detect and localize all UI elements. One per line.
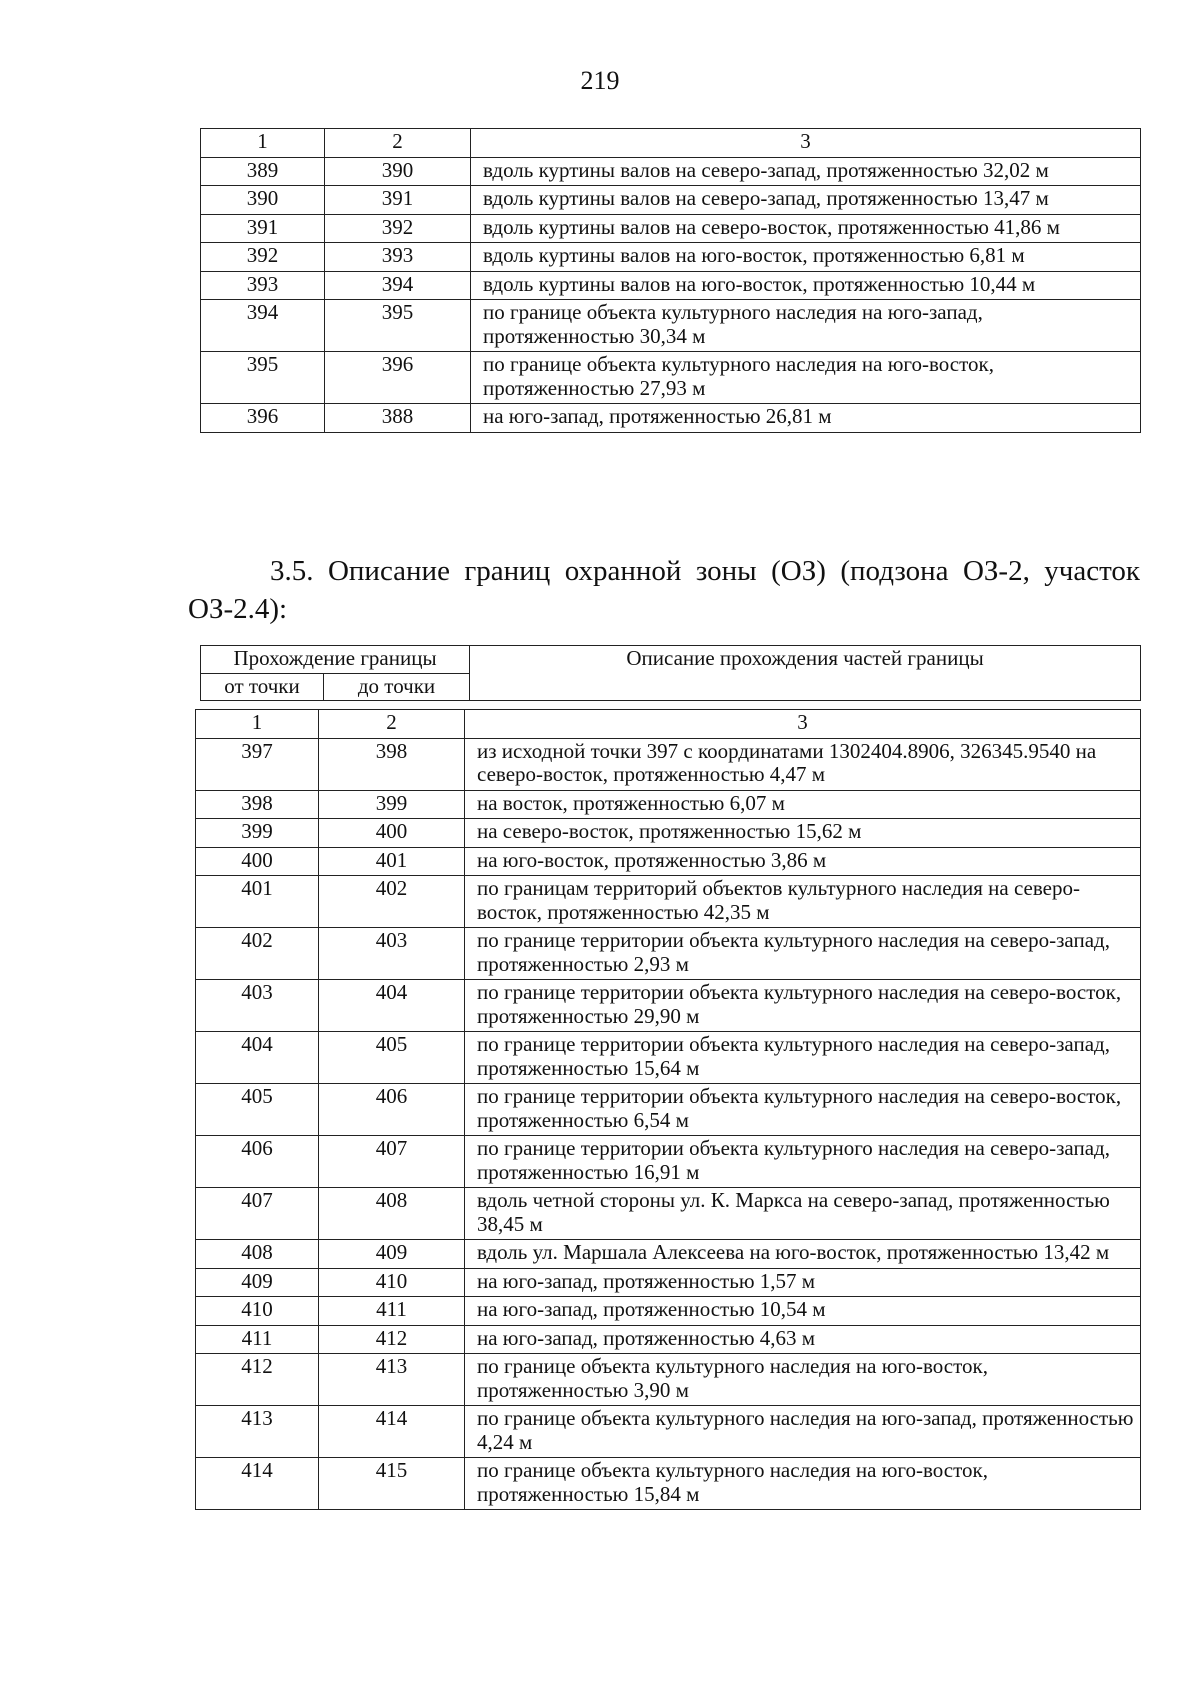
table-row [196,738,1141,790]
table-row [196,790,1141,819]
table-row [196,1240,1141,1269]
from-point-cell: 409 [196,1268,319,1297]
description-cell: по границе объекта культурного наследия на юго-восток, протяженностью 15,84 м [465,1458,1141,1510]
boundary-table [195,709,1141,1510]
description-cell: вдоль ул. Маршала Алексеева на юго-восток, протяженностью 13,42 м [465,1240,1141,1269]
to-point-cell: 391 [325,186,471,215]
from-point-cell: 389 [201,157,325,186]
table-row [196,1188,1141,1240]
from-point-cell: 403 [196,980,319,1032]
column-number-2: 2 [325,129,471,158]
description-cell: по границе объекта культурного наследия на юго-запад, протяженностью 4,24 м [465,1406,1141,1458]
to-point-cell: 399 [319,790,465,819]
to-point-cell: 403 [319,928,465,980]
from-point-cell: 394 [201,300,325,352]
from-point-cell: 408 [196,1240,319,1269]
table-row [196,1136,1141,1188]
to-point-cell: 414 [319,1406,465,1458]
section-heading-text: 3.5. Описание границ охранной зоны (ОЗ) (подзона ОЗ-2, участок ОЗ-2.4): [188,555,1140,625]
table-row [196,1032,1141,1084]
description-cell: по границе объекта культурного наследия на юго-восток, протяженностью 3,90 м [465,1354,1141,1406]
table-row [201,404,1141,433]
description-cell: на юго-запад, протяженностью 1,57 м [465,1268,1141,1297]
table-row [196,1297,1141,1326]
from-point-cell: 406 [196,1136,319,1188]
description-cell: вдоль куртины валов на юго-восток, протяженностью 6,81 м [471,243,1141,272]
table-row [196,1084,1141,1136]
boundary-table-body [196,710,1141,1510]
to-point-cell: 398 [319,738,465,790]
from-point-cell: 414 [196,1458,319,1510]
to-point-cell: 412 [319,1325,465,1354]
table-row [196,847,1141,876]
header-passage: Прохождение границы [201,646,470,674]
table-row [196,1268,1141,1297]
from-point-cell: 413 [196,1406,319,1458]
boundary-table-header [200,645,1141,701]
from-point-cell: 398 [196,790,319,819]
table-row [196,876,1141,928]
section-heading [188,553,1140,628]
to-point-cell: 404 [319,980,465,1032]
description-cell: вдоль куртины валов на северо-запад, протяженностью 32,02 м [471,157,1141,186]
description-cell: по границе территории объекта культурного наследия на северо-запад, протяженностью 16,91 м [465,1136,1141,1188]
description-cell: на северо-восток, протяженностью 15,62 м [465,819,1141,848]
description-cell: на юго-запад, протяженностью 10,54 м [465,1297,1141,1326]
description-cell: на восток, протяженностью 6,07 м [465,790,1141,819]
from-point-cell: 400 [196,847,319,876]
from-point-cell: 404 [196,1032,319,1084]
column-number-1: 1 [196,710,319,739]
table-row [201,214,1141,243]
to-point-cell: 392 [325,214,471,243]
description-cell: по границе объекта культурного наследия на юго-восток, протяженностью 27,93 м [471,352,1141,404]
from-point-cell: 407 [196,1188,319,1240]
to-point-cell: 409 [319,1240,465,1269]
table-row [201,157,1141,186]
from-point-cell: 391 [201,214,325,243]
to-point-cell: 415 [319,1458,465,1510]
description-cell: на юго-восток, протяженностью 3,86 м [465,847,1141,876]
description-cell: вдоль куртины валов на северо-запад, протяженностью 13,47 м [471,186,1141,215]
description-cell: вдоль четной стороны ул. К. Маркса на северо-запад, протяженностью 38,45 м [465,1188,1141,1240]
to-point-cell: 394 [325,271,471,300]
description-cell: по границе территории объекта культурного наследия на северо-запад, протяженностью 2,93 м [465,928,1141,980]
to-point-cell: 410 [319,1268,465,1297]
table-row [196,928,1141,980]
to-point-cell: 396 [325,352,471,404]
to-point-cell: 407 [319,1136,465,1188]
column-number-3: 3 [465,710,1141,739]
from-point-cell: 401 [196,876,319,928]
to-point-cell: 408 [319,1188,465,1240]
description-cell: вдоль куртины валов на северо-восток, протяженностью 41,86 м [471,214,1141,243]
column-number-row [201,129,1141,158]
column-number-1: 1 [201,129,325,158]
table-row [196,1458,1141,1510]
from-point-cell: 412 [196,1354,319,1406]
description-cell: по границе территории объекта культурного наследия на северо-запад, протяженностью 15,64 м [465,1032,1141,1084]
table-row [201,300,1141,352]
to-point-cell: 400 [319,819,465,848]
to-point-cell: 402 [319,876,465,928]
from-point-cell: 410 [196,1297,319,1326]
to-point-cell: 401 [319,847,465,876]
table-row [201,243,1141,272]
table-row [196,1406,1141,1458]
from-point-cell: 393 [201,271,325,300]
from-point-cell: 402 [196,928,319,980]
table-row [201,352,1141,404]
description-cell: из исходной точки 397 с координатами 1302404.8906, 326345.9540 на северо-восток, протяженностью 4,47 м [465,738,1141,790]
header-to-point: до точки [324,673,470,701]
from-point-cell: 397 [196,738,319,790]
from-point-cell: 405 [196,1084,319,1136]
description-cell: по границе территории объекта культурного наследия на северо-восток, протяженностью 29,90 м [465,980,1141,1032]
table-row [196,1354,1141,1406]
to-point-cell: 406 [319,1084,465,1136]
table-row [196,819,1141,848]
from-point-cell: 399 [196,819,319,848]
table-row [196,980,1141,1032]
table-row [201,186,1141,215]
column-number-3: 3 [471,129,1141,158]
header-description: Описание прохождения частей границы [470,646,1141,701]
to-point-cell: 390 [325,157,471,186]
to-point-cell: 413 [319,1354,465,1406]
from-point-cell: 392 [201,243,325,272]
to-point-cell: 388 [325,404,471,433]
page-number: 219 [580,66,620,95]
from-point-cell: 390 [201,186,325,215]
description-cell: на юго-запад, протяженностью 26,81 м [471,404,1141,433]
description-cell: на юго-запад, протяженностью 4,63 м [465,1325,1141,1354]
to-point-cell: 393 [325,243,471,272]
table-row [201,271,1141,300]
boundary-table-continued [200,128,1141,433]
from-point-cell: 411 [196,1325,319,1354]
description-cell: вдоль куртины валов на юго-восток, протяженностью 10,44 м [471,271,1141,300]
description-cell: по границе объекта культурного наследия на юго-запад, протяженностью 30,34 м [471,300,1141,352]
header-from-point: от точки [201,673,324,701]
column-number-row [196,710,1141,739]
description-cell: по границе территории объекта культурного наследия на северо-восток, протяженностью 6,54 м [465,1084,1141,1136]
column-number-2: 2 [319,710,465,739]
to-point-cell: 405 [319,1032,465,1084]
to-point-cell: 395 [325,300,471,352]
from-point-cell: 396 [201,404,325,433]
table-row [196,1325,1141,1354]
from-point-cell: 395 [201,352,325,404]
to-point-cell: 411 [319,1297,465,1326]
description-cell: по границам территорий объектов культурного наследия на северо-восток, протяженностью 42,35 м [465,876,1141,928]
boundary-table-continued-body [201,129,1141,433]
